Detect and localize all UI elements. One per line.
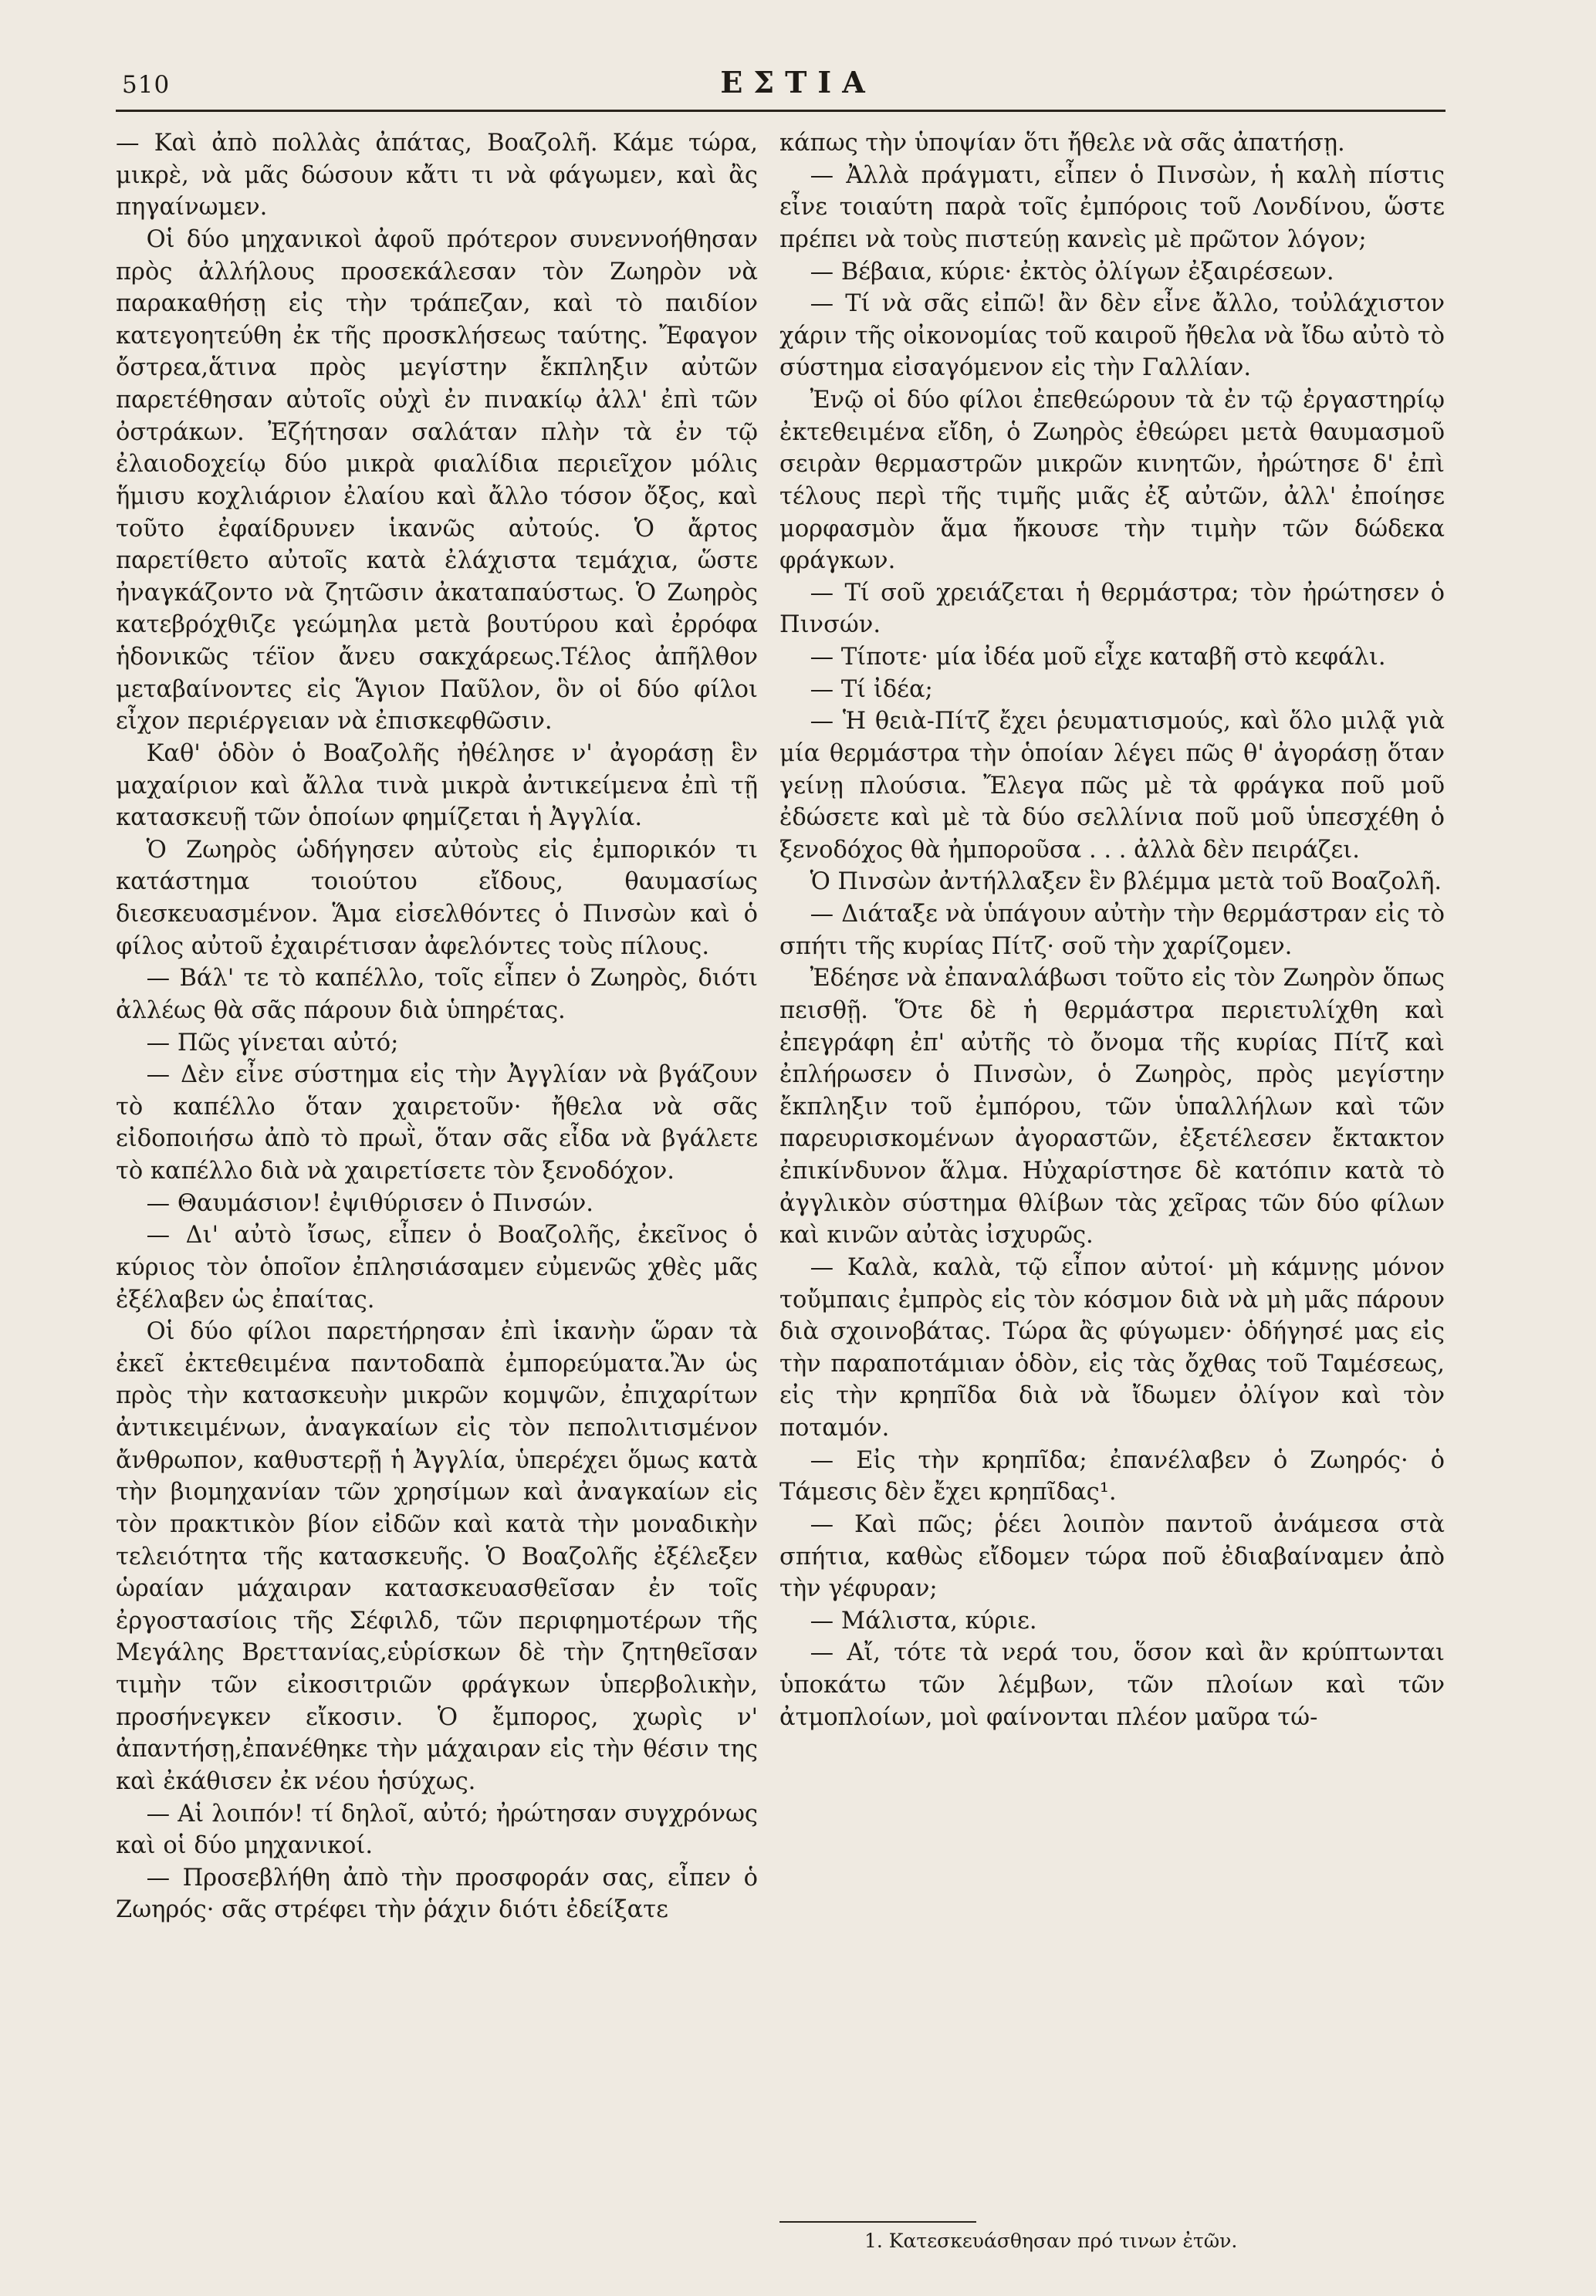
paragraph: Ἐνῷ οἱ δύο φίλοι ἐπεθεώρουν τὰ ἐν τῷ ἐργαστηρίῳ ἐκτεθειμένα εἴδη, ὁ Ζωηρὸς ἐθεώρει μετὰ θαυμασμοῦ σειρὰν θερμαστρῶν μικρῶν κινητῶν, ἠρώτησε δ' ἐπὶ τέλους περὶ τῆς τιμῆς μιᾶς ἐξ αὐτῶν, ἀλλ' ἐποίησε μορφασμὸν ἅμα ἤκουσε τὴν τιμὴν τῶν δώδεκα φράγκων. — [779, 387, 1445, 575]
paragraph: — Τί νὰ σᾶς εἰπῶ! ἂν δὲν εἶνε ἄλλο, τοὐλάχιστον χάριν τῆς οἰκονομίας τοῦ καιροῦ ἤθελα νὰ ἴδω αὐτὸ τὸ σύστημα εἰσαγόμενον εἰς τὴν Γαλλίαν. — [779, 290, 1445, 382]
paragraph: — Καλὰ, καλὰ, τῷ εἶπον αὐτοί· μὴ κάμνῃς μόνον τοὔμπαις ἐμπρὸς εἰς τὸν κόσμον διὰ νὰ μὴ μᾶς πάρουν διὰ σχοινοβάτας. Τώρα ἂς φύγωμεν· ὁδήγησέ μας εἰς τὴν παραποτάμιαν ὁδὸν, εἰς τὰς ὄχθας τοῦ Ταμέσεως, εἰς τὴν κρηπῖδα διὰ νὰ ἴδωμεν ὀλίγον καὶ τὸν ποταμόν. — [779, 1253, 1445, 1442]
left-column — [116, 127, 758, 1926]
running-title: ΕΣΤΙΑ — [720, 65, 876, 100]
paragraph: Οἱ δύο φίλοι παρετήρησαν ἐπὶ ἱκανὴν ὥραν τὰ ἐκεῖ ἐκτεθειμένα παντοδαπὰ ἐμπορεύματα.Ἂν ὡς πρὸς τὴν κατασκευὴν μικρῶν κομψῶν, ἐπιχαρίτων ἀντικειμένων, ἀναγκαίων εἰς τὸν πεπολιτισμένον ἄνθρωπον, καθυστερῇ ἡ Ἀγγλία, ὑπερέχει ὅμως κατὰ τὴν βιομηχανίαν τῶν χρησίμων καὶ ἀναγκαίων εἰς τὸν πρακτικὸν βίον εἰδῶν καὶ κατὰ τὴν μοναδικὴν τελειότητα τῆς κατασκευῆς. Ὁ Βοαζολῆς ἐξέλεξεν ὡραίαν μάχαιραν κατασκευασθεῖσαν ἐν τοῖς ἐργοστασίοις τῆς Σέφιλδ, τῶν περιφημοτέρων τῆς Μεγάλης Βρεττανίας,εὑρίσκων δὲ τὴν ζητηθεῖσαν τιμὴν τῶν εἰκοσιτριῶν φράγκων ὑπερβολικὴν, προσήνεγκεν εἴκοσιν. Ὁ ἔμπορος, χωρὶς ν' ἀπαντήσῃ,ἐπανέθηκε τὴν μάχαιραν εἰς τὴν θέσιν της καὶ ἐκάθισεν ἐκ νέου ἡσύχως. — [116, 1318, 758, 1795]
header-rule — [116, 110, 1446, 112]
page-number: 510 — [122, 71, 171, 99]
paragraph: Οἱ δύο μηχανικοὶ ἀφοῦ πρότερον συνεννοήθησαν πρὸς ἀλλήλους προσεκάλεσαν τὸν Ζωηρὸν νὰ παρακαθήσῃ εἰς τὴν τράπεζαν, καὶ τὸ παιδίον κατεγοητεύθη ἐκ τῆς προσκλήσεως ταύτης. Ἔφαγον ὄστρεα,ἅτινα πρὸς μεγίστην ἔκπληξιν αὐτῶν παρετέθησαν αὐτοῖς οὐχὶ ἐν πινακίῳ ἀλλ' ἐπὶ τῶν ὀστράκων. Ἐζήτησαν σαλάταν πλὴν τὰ ἐν τῷ ἐλαιοδοχείῳ δύο μικρὰ φιαλίδια περιεῖχον μόλις ἥμισυ κοχλιάριον ἐλαίου καὶ ἄλλο τόσον ὄξος, καὶ τοῦτο ἐφαίδρυνεν ἱκανῶς αὐτούς. Ὁ ἄρτος παρετίθετο αὐτοῖς κατὰ ἐλάχιστα τεμάχια, ὥστε ἠναγκάζοντο νὰ ζητῶσιν ἀκαταπαύστως. Ὁ Ζωηρὸς κατεβρόχθιζε γεώμηλα μετὰ βουτύρου καὶ ἐρρόφα ἡδονικῶς τέϊον ἄνευ σακχάρεως.Τέλος ἀπῆλθον μεταβαίνοντες εἰς Ἅγιον Παῦλον, ὃν οἱ δύο φίλοι εἶχον περιέργειαν νὰ ἐπισκεφθῶσιν. — [116, 225, 758, 735]
paragraph: Ὁ Πινσὼν ἀντήλλαξεν ἓν βλέμμα μετὰ τοῦ Βοαζολῆ. — [810, 868, 1442, 896]
paragraph: — Θαυμάσιον! ἐψιθύρισεν ὁ Πινσών. — [146, 1189, 594, 1217]
footnote-rule — [779, 2221, 976, 2223]
paragraph: — Μάλιστα, κύριε. — [810, 1607, 1037, 1635]
right-column — [779, 127, 1445, 1733]
paragraph: — Τίποτε· μία ἰδέα μοῦ εἶχε καταβῆ στὸ κεφάλι. — [810, 644, 1386, 671]
paragraph: — Εἰς τὴν κρηπῖδα; ἐπανέλαβεν ὁ Ζωηρός· ὁ Τάμεσις δὲν ἔχει κρηπῖδας¹. — [779, 1446, 1445, 1506]
paragraph: Ὁ Ζωηρὸς ὡδήγησεν αὐτοὺς εἰς ἐμπορικόν τι κατάστημα τοιούτου εἴδους, θαυμασίως διεσκευασμένον. Ἅμα εἰσελθόντες ὁ Πινσὼν καὶ ὁ φίλος αὐτοῦ ἐχαιρέτισαν ἀφελόντες τοὺς πίλους. — [116, 836, 758, 960]
paragraph: — Αἴ, τότε τὰ νερά του, ὅσον καὶ ἂν κρύπτωνται ὑποκάτω τῶν λέμβων, τῶν πλοίων καὶ τῶν ἀτμοπλοίων, μοὶ φαίνονται πλέον μαῦρα τώ- — [779, 1639, 1445, 1731]
paragraph: — Τί ἰδέα; — [810, 675, 933, 703]
paragraph: — Διάταξε νὰ ὑπάγουν αὐτὴν τὴν θερμάστραν εἰς τὸ σπήτι τῆς κυρίας Πίτζ· σοῦ τὴν χαρίζομεν. — [779, 901, 1445, 960]
paragraph: Ἐδέησε νὰ ἐπαναλάβωσι τοῦτο εἰς τὸν Ζωηρὸν ὅπως πεισθῇ. Ὅτε δὲ ἡ θερμάστρα περιετυλίχθη καὶ ἐπεγράφη ἐπ' αὐτῆς τὸ ὄνομα τῆς κυρίας Πίτζ καὶ ἐπλήρωσεν ὁ Πινσὼν, ὁ Ζωηρὸς, πρὸς μεγίστην ἔκπληξιν τοῦ ἐμπόρου, τῶν ὑπαλλήλων καὶ τῶν παρευρισκομένων ἀγοραστῶν, ἐξετέλεσεν ἔκτακτον ἐπικίνδυνον ἅλμα. Ηὐχαρίστησε δὲ κατόπιν κατὰ τὸ ἀγγλικὸν σύστημα θλίβων τὰς χεῖρας τῶν δύο φίλων καὶ κινῶν αὐτὰς ἰσχυρῶς. — [779, 965, 1445, 1249]
paragraph: κάπως τὴν ὑποψίαν ὅτι ἤθελε νὰ σᾶς ἀπατήσῃ. — [779, 130, 1345, 157]
page-header — [116, 60, 1480, 107]
paragraph: — Δὲν εἶνε σύστημα εἰς τὴν Ἀγγλίαν νὰ βγάζουν τὸ καπέλλο ὅταν χαιρετοῦν· ἤθελα νὰ σᾶς εἰδοποιήσω ἀπὸ τὸ πρωῒ, ὅταν σᾶς εἶδα νὰ βγάλετε τὸ καπέλλο διὰ νὰ χαιρετίσετε τὸν ξενοδόχον. — [116, 1061, 758, 1185]
paragraph: — Προσεβλήθη ἀπὸ τὴν προσφοράν σας, εἶπεν ὁ Ζωηρός· σᾶς στρέφει τὴν ῥάχιν διότι ἐδείξατε — [116, 1864, 758, 1924]
paragraph: — Καὶ ἀπὸ πολλὰς ἀπάτας, Βοαζολῆ. Κάμε τώρα, μικρὲ, νὰ μᾶς δώσουν κἄτι τι νὰ φάγωμεν, καὶ ἂς πηγαίνωμεν. — [116, 130, 758, 221]
paragraph: — Αἱ λοιπόν! τί δηλοῖ, αὐτό; ἠρώτησαν συγχρόνως καὶ οἱ δύο μηχανικοί. — [116, 1800, 758, 1860]
paragraph: — Δι' αὐτὸ ἴσως, εἶπεν ὁ Βοαζολῆς, ἐκεῖνος ὁ κύριος τὸν ὁποῖον ἐπλησιάσαμεν εὐμενῶς χθὲς μᾶς ἐξέλαβεν ὡς ἐπαίτας. — [116, 1222, 758, 1314]
paragraph: — Τί σοῦ χρειάζεται ἡ θερμάστρα; τὸν ἠρώτησεν ὁ Πινσών. — [779, 579, 1445, 639]
paragraph: — Βέβαια, κύριε· ἐκτὸς ὀλίγων ἐξαιρέσεων. — [810, 258, 1334, 286]
paragraph: — Βάλ' τε τὸ καπέλλο, τοῖς εἶπεν ὁ Ζωηρὸς, διότι ἀλλέως θὰ σᾶς πάρουν διὰ ὑπηρέτας. — [116, 965, 758, 1024]
paragraph: — Ἀλλὰ πράγματι, εἶπεν ὁ Πινσὼν, ἡ καλὴ πίστις εἶνε τοιαύτη παρὰ τοῖς ἐμπόροις τοῦ Λονδίνου, ὥστε πρέπει νὰ τοὺς πιστεύῃ κανεὶς μὲ πρῶτον λόγον; — [779, 161, 1445, 253]
paragraph: — Καὶ πῶς; ῥέει λοιπὸν παντοῦ ἀνάμεσα στὰ σπήτια, καθὼς εἴδομεν τώρα ποῦ ἐδιαβαίναμεν ἀπὸ τὴν γέφυραν; — [779, 1510, 1445, 1603]
paragraph: Καθ' ὁδὸν ὁ Βοαζολῆς ἠθέλησε ν' ἀγοράσῃ ἓν μαχαίριον καὶ ἄλλα τινὰ μικρὰ ἀντικείμενα ἐπὶ τῇ κατασκευῇ τῶν ὁποίων φημίζεται ἡ Ἀγγλία. — [116, 739, 758, 832]
paragraph: — Ἡ θειὰ-Πίτζ ἔχει ῥευματισμούς, καὶ ὅλο μιλᾷ γιὰ μία θερμάστρα τὴν ὁποίαν λέγει πῶς θ' ἀγοράσῃ ὅταν γείνῃ πλούσια. Ἔλεγα πῶς μὲ τὰ φράγκα ποῦ μοῦ ἐδώσετε καὶ μὲ τὰ δύο σελλίνια ποῦ μοῦ ὑπεσχέθη ὁ ξενοδόχος θὰ ἠμποροῦσα . . . ἀλλὰ δὲν πειράζει. — [779, 708, 1445, 864]
paragraph: — Πῶς γίνεται αὐτό; — [146, 1029, 399, 1057]
footnote: 1. Κατεσκευάσθησαν πρό τινων ἐτῶν. — [864, 2230, 1238, 2252]
